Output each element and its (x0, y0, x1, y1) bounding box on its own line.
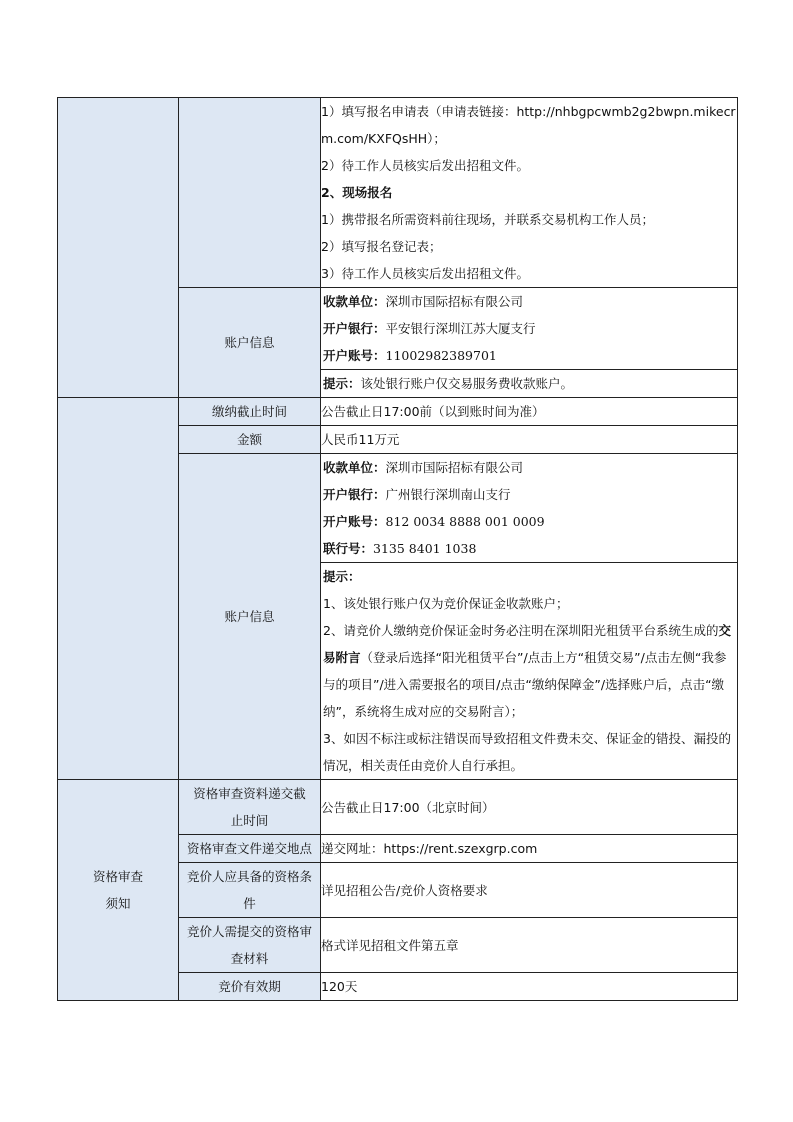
category-qualification-cell (58, 780, 179, 1001)
deposit-account-no-value: 812 0034 8888 001 0009 (385, 514, 545, 529)
deposit-tip-2-part-b: （登录后选择“阳光租赁平台”/点击上方“租赁交易”/点击左侧“我参与的项目”/进入需要报名的项目/点击“缴纳保障金”/选择账户后，点击“缴纳”，系统将生成对应的交易附言）； (323, 650, 727, 719)
category-qualification-line2: 须知 (105, 896, 131, 911)
qual-label-5: 竞价有效期 (179, 973, 321, 1001)
qual-label-4: 竞价人需提交的资格审查材料 (179, 918, 321, 973)
qual-value-5: 120天 (321, 973, 738, 1001)
deposit-tip-2-bold: 交易附言 (323, 623, 731, 665)
deposit-payee-label: 收款单位： (323, 460, 386, 475)
qual-label-2: 资格审查文件递交地点 (179, 835, 321, 863)
account-label: 开户账号： (323, 348, 386, 363)
registration-label-cell (179, 98, 321, 288)
bidding-info-table (57, 97, 738, 1001)
deposit-amount-label: 金额 (179, 426, 321, 454)
onsite-line: 1）携带报名所需资料前往现场，并联系交易机构工作人员； (321, 212, 654, 227)
category-qualification-line1: 资格审查 (92, 869, 143, 884)
deposit-account-cell (321, 454, 738, 780)
category-registration-cell (58, 98, 179, 398)
deposit-account-label: 账户信息 (179, 454, 321, 780)
category-deposit-cell (58, 398, 179, 780)
deposit-amount-value: 人民币11万元 (321, 426, 738, 454)
deposit-tip-2 (323, 617, 735, 725)
deposit-deadline-row (58, 398, 738, 426)
deposit-tip-3: 3、如因不标注或标注错误而导致招租文件费未交、保证金的错投、漏投的情况，相关责任由竞价人自行承担。 (323, 731, 731, 773)
qualification-row-1 (58, 780, 738, 835)
account1-label: 账户信息 (179, 288, 321, 398)
deposit-tip-1: 1、该处银行账户仅为竞价保证金收款账户； (323, 596, 569, 611)
account1-cell (321, 288, 738, 398)
account-value: 11002982389701 (385, 348, 497, 363)
bank-value: 平安银行深圳江苏大厦支行 (385, 321, 536, 336)
registration-method-cell (321, 98, 738, 288)
registration-row (58, 98, 738, 288)
bank-code-label: 联行号： (323, 541, 374, 556)
qual-value-1: 公告截止日17:00（北京时间） (321, 780, 738, 835)
deposit-account-no-label: 开户账号： (323, 514, 386, 529)
registration-line: 1）填写报名申请表（申请表链接：http://nhbgpcwmb2g2bwpn.mikecrm.com/KXFQsHH）； (321, 104, 736, 146)
onsite-heading: 2、现场报名 (321, 185, 393, 200)
qual-value-4: 格式详见招租文件第五章 (321, 918, 738, 973)
deposit-bank-label: 开户银行： (323, 487, 386, 502)
bank-label: 开户银行： (323, 321, 386, 336)
tip-value: 该处银行账户仅交易服务费收款账户。 (360, 376, 574, 391)
deposit-tip-2-part-a: 2、请竞价人缴纳竞价保证金时务必注明在深圳阳光租赁平台系统生成的 (323, 623, 719, 638)
qual-label-1: 资格审查资料递交截止时间 (179, 780, 321, 835)
deposit-tip-label: 提示： (323, 569, 361, 584)
qual-value-3: 详见招租公告/竞价人资格要求 (321, 863, 738, 918)
bank-code-value: 3135 8401 1038 (373, 541, 477, 556)
deposit-payee-value: 深圳市国际招标有限公司 (385, 460, 524, 475)
deposit-deadline-label: 缴纳截止时间 (179, 398, 321, 426)
deposit-deadline-value: 公告截止日17:00前（以到账时间为准） (321, 398, 738, 426)
registration-line: 2）待工作人员核实后发出招租文件。 (321, 158, 529, 173)
onsite-line: 2）填写报名登记表； (321, 239, 442, 254)
deposit-bank-value: 广州银行深圳南山支行 (385, 487, 511, 502)
onsite-line: 3）待工作人员核实后发出招租文件。 (321, 266, 529, 281)
qual-label-3: 竞价人应具备的资格条件 (179, 863, 321, 918)
payee-value: 深圳市国际招标有限公司 (385, 294, 524, 309)
qual-value-2: 递交网址：https://rent.szexgrp.com (321, 835, 738, 863)
tip-label: 提示： (323, 376, 361, 391)
payee-label: 收款单位： (323, 294, 386, 309)
